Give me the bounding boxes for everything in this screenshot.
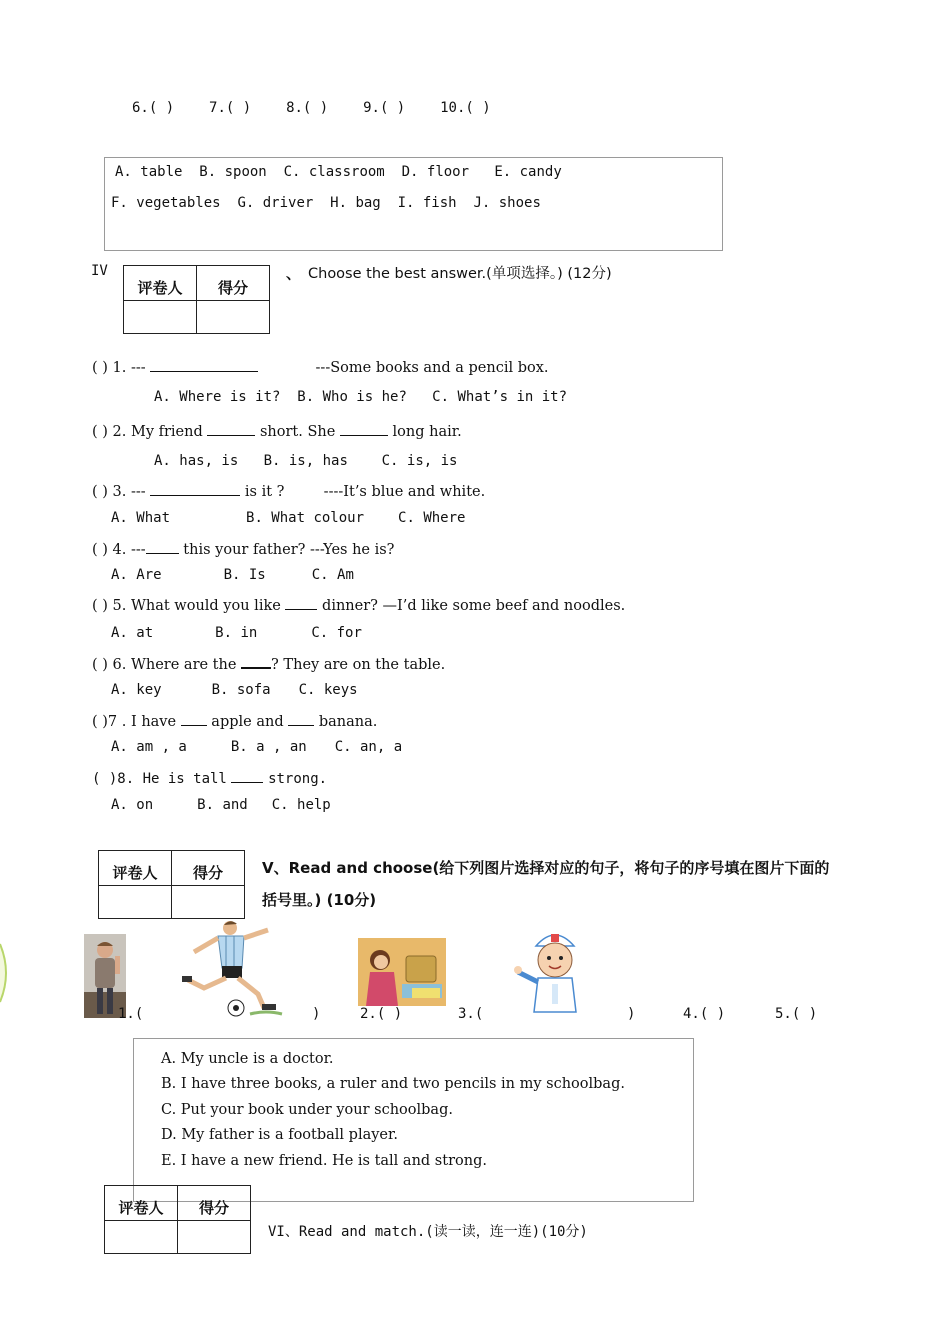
- answer-blank[interactable]: [150, 481, 240, 496]
- score-table-iv: [123, 265, 270, 334]
- question-stem: long hair.: [392, 424, 462, 440]
- option-a[interactable]: A. Where is it?: [154, 389, 281, 405]
- grader-cell[interactable]: [105, 1221, 178, 1254]
- answer-slot[interactable]: 7.( ): [209, 100, 252, 116]
- question-3: [92, 481, 485, 500]
- score-label: 得分: [172, 851, 245, 886]
- question-stem: apple and: [211, 714, 284, 730]
- option-a[interactable]: A. has, is: [154, 453, 239, 469]
- answer-slot[interactable]: 6.( ): [132, 100, 175, 116]
- option-c[interactable]: C. What’s in it?: [432, 389, 568, 405]
- question-stem: ( )8. He is tall: [92, 771, 227, 787]
- option-a[interactable]: A. am , a: [111, 739, 187, 755]
- question-stem: ( ) 3. ---: [92, 484, 146, 500]
- option-a[interactable]: A. at: [111, 625, 154, 641]
- word-option: F. vegetables: [111, 195, 221, 211]
- score-cell[interactable]: [172, 886, 245, 919]
- option-a[interactable]: A. key: [111, 682, 162, 698]
- score-table-vi: [104, 1185, 251, 1254]
- option-b[interactable]: B. and: [197, 797, 248, 813]
- question-stem: short. She: [259, 424, 336, 440]
- section-iv-title-text: Choose the best answer.(单项选择。) (12分): [308, 266, 612, 282]
- answer-blank[interactable]: [241, 653, 271, 669]
- grader-label: 评卷人: [124, 266, 197, 301]
- question-stem: ( )7 . I have: [92, 714, 177, 730]
- option-c[interactable]: C. for: [311, 625, 362, 641]
- word-option: J. shoes: [473, 195, 541, 211]
- word-option: H. bag: [330, 195, 381, 211]
- question-stem: ( ) 5. What would you like: [92, 598, 281, 614]
- option-c[interactable]: C. Where: [398, 510, 466, 526]
- picture-slot-4[interactable]: 4.( ): [683, 1006, 726, 1022]
- option-b[interactable]: B. What colour: [246, 510, 365, 526]
- answer-slots-6-10: [132, 100, 491, 116]
- question-4-options: [111, 567, 354, 583]
- question-1-options: [154, 389, 567, 405]
- word-option: G. driver: [237, 195, 314, 211]
- question-stem: strong.: [268, 771, 328, 787]
- option-c[interactable]: C. keys: [298, 682, 358, 698]
- answer-slot[interactable]: 8.( ): [286, 100, 329, 116]
- word-option: C. classroom: [283, 164, 385, 180]
- word-bank-row-2: [111, 195, 541, 211]
- section-iv-title: [308, 262, 612, 283]
- doctor-picture: [514, 924, 596, 1016]
- answer-slot[interactable]: 10.( ): [440, 100, 491, 116]
- answer-blank[interactable]: [340, 421, 388, 436]
- grader-cell[interactable]: [99, 886, 172, 919]
- score-table-v: [98, 850, 245, 919]
- question-3-options: [111, 510, 465, 526]
- girl-schoolbag-picture: [358, 938, 446, 1006]
- question-5-options: [111, 625, 362, 641]
- question-6-options: [111, 682, 358, 698]
- grader-label: 评卷人: [99, 851, 172, 886]
- question-stem: ( ) 6. Where are the: [92, 657, 237, 673]
- sentence-c: C. Put your book under your schoolbag.: [161, 1102, 453, 1118]
- sentence-d: D. My father is a football player.: [161, 1127, 398, 1143]
- picture-slot-5[interactable]: 5.( ): [775, 1006, 818, 1022]
- picture-slot-1-close: ): [312, 1006, 321, 1022]
- question-stem: ----It’s blue and white.: [323, 484, 486, 500]
- question-stem: ( ) 1. ---: [92, 360, 146, 376]
- question-5: [92, 595, 625, 614]
- question-4: [92, 539, 394, 558]
- football-player-picture: [180, 918, 284, 1018]
- option-b[interactable]: B. is, has: [263, 453, 348, 469]
- picture-slot-3-close: ): [627, 1006, 636, 1022]
- grader-label: 评卷人: [105, 1186, 178, 1221]
- option-b[interactable]: B. Is: [223, 567, 266, 583]
- question-6: [92, 653, 445, 673]
- section-v-title-line-2: 括号里。) (10分): [262, 891, 377, 909]
- option-a[interactable]: A. on: [111, 797, 154, 813]
- question-8: [92, 768, 327, 787]
- option-a[interactable]: A. What: [111, 510, 171, 526]
- page-edge-mark: [0, 940, 12, 1006]
- word-option: B. spoon: [199, 164, 267, 180]
- answer-blank[interactable]: [150, 357, 258, 372]
- score-label: 得分: [178, 1186, 251, 1221]
- section-numeral-iv: IV: [91, 263, 108, 279]
- question-1: [92, 357, 549, 376]
- question-stem: banana.: [318, 714, 378, 730]
- question-8-options: [111, 797, 331, 813]
- option-c[interactable]: C. Am: [311, 567, 354, 583]
- section-vi-title: VI、Read and match.(读一读，连一连)(10分): [268, 1224, 588, 1240]
- question-stem: ( ) 2. My friend: [92, 424, 203, 440]
- answer-slot[interactable]: 9.( ): [363, 100, 406, 116]
- option-b[interactable]: B. a , an: [230, 739, 307, 755]
- question-2: [92, 421, 462, 440]
- section-sep: 、: [286, 266, 301, 283]
- question-stem: is it ?: [244, 484, 285, 500]
- score-cell[interactable]: [178, 1221, 251, 1254]
- picture-slot-2[interactable]: 2.( ): [360, 1006, 403, 1022]
- question-stem: ---Some books and a pencil box.: [315, 360, 549, 376]
- score-cell[interactable]: [197, 301, 270, 334]
- word-option: E. candy: [494, 164, 562, 180]
- word-option: A. table: [115, 164, 183, 180]
- answer-blank[interactable]: [288, 711, 314, 726]
- word-option: I. fish: [397, 195, 457, 211]
- sentence-b: B. I have three books, a ruler and two pencils in my schoolbag.: [161, 1076, 625, 1092]
- question-7-options: [111, 739, 402, 755]
- word-option: D. floor: [401, 164, 470, 180]
- option-a[interactable]: A. Are: [111, 567, 162, 583]
- question-7: [92, 711, 377, 730]
- question-stem: ( ) 4. ---: [92, 542, 146, 558]
- answer-blank[interactable]: [231, 768, 263, 783]
- option-c[interactable]: C. an, a: [334, 739, 403, 755]
- question-stem: ? They are on the table.: [271, 657, 446, 673]
- section-v-title-line-1: V、Read and choose(给下列图片选择对应的句子，将句子的序号填在图片下面的: [262, 859, 830, 877]
- word-bank-row-1: [115, 164, 562, 180]
- answer-blank[interactable]: [285, 595, 317, 610]
- sentence-a: A. My uncle is a doctor.: [161, 1051, 334, 1067]
- option-b[interactable]: B. in: [215, 625, 258, 641]
- picture-slot-3-open[interactable]: 3.(: [458, 1006, 484, 1022]
- answer-blank[interactable]: [181, 711, 207, 726]
- question-stem: this your father? ---Yes he is?: [183, 542, 395, 558]
- option-c[interactable]: C. is, is: [381, 453, 458, 469]
- option-b[interactable]: B. sofa: [211, 682, 271, 698]
- sentence-e: E. I have a new friend. He is tall and strong.: [161, 1153, 487, 1169]
- option-b[interactable]: B. Who is he?: [297, 389, 407, 405]
- question-2-options: [154, 453, 457, 469]
- answer-blank[interactable]: [207, 421, 255, 436]
- score-label: 得分: [197, 266, 270, 301]
- grader-cell[interactable]: [124, 301, 197, 334]
- question-stem: dinner? —I’d like some beef and noodles.: [322, 598, 626, 614]
- answer-blank[interactable]: [146, 539, 179, 554]
- picture-slot-1-open[interactable]: 1.(: [118, 1006, 144, 1022]
- option-c[interactable]: C. help: [271, 797, 331, 813]
